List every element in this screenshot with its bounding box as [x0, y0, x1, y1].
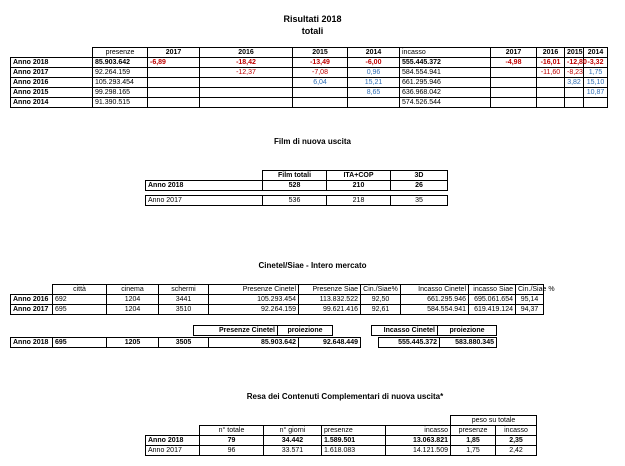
cell: 695 [53, 305, 107, 315]
cell: 1,75 [451, 446, 496, 456]
cinetel-header: Presenze Cinetel [209, 285, 299, 295]
resa-header: incasso [496, 426, 537, 436]
page-subtitle: totali [301, 26, 324, 36]
cell: -13,49 [293, 58, 348, 68]
cell: 92.264.159 [93, 68, 148, 78]
cell [584, 98, 608, 108]
totals-header: 2015 [293, 48, 348, 58]
row-label: Anno 2017 [11, 68, 93, 78]
totals-header-row [11, 48, 608, 58]
totals-header: presenze [93, 48, 148, 58]
cinetel-header: Presenze Siae [299, 285, 361, 295]
cell: 3505 [159, 338, 209, 348]
totals-header: 2016 [537, 48, 565, 58]
spacer [146, 416, 200, 426]
cell [148, 68, 200, 78]
table-row [11, 338, 497, 348]
cell: 1.618.083 [322, 446, 386, 456]
cell [565, 98, 584, 108]
cell: 619.419.124 [469, 305, 516, 315]
projection-incasso-header [371, 325, 497, 336]
cell [200, 88, 293, 98]
cell [348, 98, 400, 108]
cell: 35 [391, 196, 448, 206]
cell: -11,60 [537, 68, 565, 78]
cell: 99.298.165 [93, 88, 148, 98]
cell: 26 [391, 181, 448, 191]
cell: 218 [327, 196, 391, 206]
cell: 1204 [107, 305, 159, 315]
cell: 34.442 [264, 436, 322, 446]
totals-header: 2014 [348, 48, 400, 58]
cinetel-header-row [11, 285, 544, 295]
cinetel-table [10, 284, 555, 315]
film-corner [146, 171, 263, 181]
cell [148, 78, 200, 88]
cell: 661.295.946 [401, 295, 469, 305]
table-row [146, 436, 537, 446]
table-row [11, 68, 608, 78]
cell: 6,04 [293, 78, 348, 88]
cell: -7,08 [293, 68, 348, 78]
cell: 1.589.501 [322, 436, 386, 446]
row-label: Anno 2018 [146, 436, 200, 446]
resa-corner [146, 426, 200, 436]
projection-header: Presenze Cinetel [194, 326, 278, 336]
row-label: Anno 2015 [11, 88, 93, 98]
cell: 0,96 [348, 68, 400, 78]
cell: 695 [53, 338, 107, 348]
cell: 8,65 [348, 88, 400, 98]
cell: 15,10 [584, 78, 608, 88]
cell: 14.121.509 [386, 446, 451, 456]
totals-table [10, 47, 608, 108]
cinetel-corner [11, 285, 53, 295]
cell [565, 88, 584, 98]
film-section-title: Film di nuova uscita [274, 137, 351, 146]
cell: 105.293.454 [209, 295, 299, 305]
cell [537, 88, 565, 98]
cell: 113.832.522 [299, 295, 361, 305]
cell: 2,35 [496, 436, 537, 446]
cell: 636.968.042 [400, 88, 491, 98]
cell [200, 78, 293, 88]
table-row [146, 181, 448, 191]
resa-table [145, 415, 537, 456]
row-label: Anno 2016 [11, 78, 93, 88]
cell: -12,80 [565, 58, 584, 68]
projection-header-row [194, 326, 333, 336]
totals-header: 2016 [200, 48, 293, 58]
cinetel-header: Cin./Siae% [361, 285, 401, 295]
spacer [322, 416, 386, 426]
cell: 692 [53, 295, 107, 305]
row-label: Anno 2017 [11, 305, 53, 315]
cinetel-header: Incasso Cinetel [401, 285, 469, 295]
cell: 92.648.449 [299, 338, 361, 348]
cell: 661.295.946 [400, 78, 491, 88]
totals-header: 2017 [491, 48, 537, 58]
totals-header: 2014 [584, 48, 608, 58]
cell: 96 [200, 446, 264, 456]
cell: 91.390.515 [93, 98, 148, 108]
resa-group-header-row [146, 416, 537, 426]
projection-header-row [372, 326, 497, 336]
spacer [200, 416, 264, 426]
cell: 94,37 [516, 305, 544, 315]
cinetel-header: cinema [107, 285, 159, 295]
cell: 555.445.372 [400, 58, 491, 68]
resa-header: n° totale [200, 426, 264, 436]
table-row [11, 295, 544, 305]
resa-header-row [146, 426, 537, 436]
film-header-row [146, 171, 448, 181]
cinetel-header: incasso Siae [469, 285, 516, 295]
cell [293, 88, 348, 98]
cell: -6,00 [348, 58, 400, 68]
table-row [11, 305, 544, 315]
spacer [386, 416, 451, 426]
resa-header: incasso [386, 426, 451, 436]
cell [491, 88, 537, 98]
cell: 536 [263, 196, 327, 206]
cell: 528 [263, 181, 327, 191]
cell [148, 98, 200, 108]
cell: 3,82 [565, 78, 584, 88]
cell [491, 98, 537, 108]
cell: 92.264.159 [209, 305, 299, 315]
projection-header: proiezione [278, 326, 333, 336]
totals-corner [11, 48, 93, 58]
row-label: Anno 2018 [146, 181, 263, 191]
projection-header: Incasso Cinetel [372, 326, 438, 336]
resa-header: presenze [451, 426, 496, 436]
cell: 2,42 [496, 446, 537, 456]
cell [537, 78, 565, 88]
cell [293, 98, 348, 108]
resa-group-header: peso su totale [451, 416, 537, 426]
totals-header: incasso [400, 48, 491, 58]
cell: 85.903.642 [209, 338, 299, 348]
table-row [11, 58, 608, 68]
cell: -18,42 [200, 58, 293, 68]
cell: -8,23 [565, 68, 584, 78]
cell: -12,37 [200, 68, 293, 78]
cell: 584.554.941 [400, 68, 491, 78]
cell: 695.061.654 [469, 295, 516, 305]
table-row [11, 98, 608, 108]
cell: 1,75 [584, 68, 608, 78]
table-row [11, 78, 608, 88]
cell: -4,98 [491, 58, 537, 68]
table-row [146, 446, 537, 456]
resa-section-title: Resa dei Contenuti Complementari di nuova uscita* [246, 392, 444, 401]
cell [200, 98, 293, 108]
cell: -6,89 [148, 58, 200, 68]
cell [537, 98, 565, 108]
cell: 3441 [159, 295, 209, 305]
table-row [146, 196, 448, 206]
film-table [145, 170, 448, 206]
row-label: Anno 2014 [11, 98, 93, 108]
row-label: Anno 2018 [11, 58, 93, 68]
cell: 13.063.821 [386, 436, 451, 446]
cinetel-header: schermi [159, 285, 209, 295]
spacer [264, 416, 322, 426]
cell: 555.445.372 [379, 338, 440, 348]
cell: 1205 [107, 338, 159, 348]
cell: 10,87 [584, 88, 608, 98]
cell: 92,50 [361, 295, 401, 305]
cell [491, 78, 537, 88]
spacer [361, 338, 379, 348]
film-header: 3D [391, 171, 448, 181]
row-label: Anno 2018 [11, 338, 53, 348]
cell: 99.621.416 [299, 305, 361, 315]
resa-header: n° giorni [264, 426, 322, 436]
film-header: Film totali [263, 171, 327, 181]
cell: 85.903.642 [93, 58, 148, 68]
row-label: Anno 2017 [146, 196, 263, 206]
row-label: Anno 2017 [146, 446, 200, 456]
projection-row-2018 [10, 337, 497, 348]
cell [148, 88, 200, 98]
cell: 1,85 [451, 436, 496, 446]
cell: 583.880.345 [440, 338, 497, 348]
cell: 79 [200, 436, 264, 446]
cell: -3,32 [584, 58, 608, 68]
cell [491, 68, 537, 78]
totals-header: 2017 [148, 48, 200, 58]
projection-header: proiezione [438, 326, 497, 336]
cinetel-header: città [53, 285, 107, 295]
cell: -16,01 [537, 58, 565, 68]
cinetel-section-title: Cinetel/Siae - Intero mercato [258, 261, 367, 270]
cell: 33.571 [264, 446, 322, 456]
cell: 105.293.454 [93, 78, 148, 88]
page-title: Risultati 2018 [283, 14, 342, 24]
cell: 574.526.544 [400, 98, 491, 108]
cinetel-header: Cin./Siae % [516, 285, 544, 295]
totals-header: 2015 [565, 48, 584, 58]
resa-header: presenze [322, 426, 386, 436]
cell: 584.554.941 [401, 305, 469, 315]
cell: 210 [327, 181, 391, 191]
table-row [11, 88, 608, 98]
projection-presenze-header [193, 325, 333, 336]
cell: 95,14 [516, 295, 544, 305]
cell: 3510 [159, 305, 209, 315]
cell: 1204 [107, 295, 159, 305]
cell: 92,61 [361, 305, 401, 315]
film-header: ITA+COP [327, 171, 391, 181]
row-label: Anno 2016 [11, 295, 53, 305]
cell: 15,21 [348, 78, 400, 88]
